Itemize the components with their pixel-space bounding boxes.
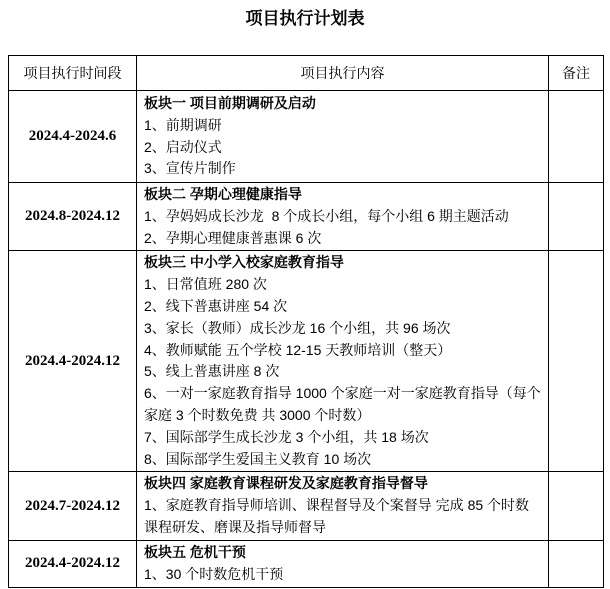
table-row xyxy=(9,91,604,183)
table-row xyxy=(9,183,604,251)
page-title: 项目执行计划表 xyxy=(245,9,365,28)
table-row xyxy=(9,540,604,587)
content-item: 2、孕期心理健康普惠课 6 次 xyxy=(144,229,322,246)
period-cell: 2024.4-2024.6 xyxy=(9,91,137,183)
content-cell xyxy=(137,540,549,587)
content-item: 7、国际部学生成长沙龙 3 个小组，共 18 场次 xyxy=(144,428,429,445)
header-period: 项目执行时间段 xyxy=(9,56,137,91)
remark-cell xyxy=(549,91,604,183)
section-title: 板块三 中小学入校家庭教育指导 xyxy=(144,254,344,271)
content-item: 1、孕妈妈成长沙龙 8 个成长小组，每个小组 6 期主题活动 xyxy=(144,207,509,224)
period-cell: 2024.4-2024.12 xyxy=(9,251,137,472)
period-cell: 2024.7-2024.12 xyxy=(9,472,137,540)
content-item: 4、教师赋能 五个学校 12-15 天教师培训（整天） xyxy=(144,341,452,358)
table-row xyxy=(9,472,604,540)
content-item: 2、启动仪式 xyxy=(144,138,222,155)
period-cell: 2024.8-2024.12 xyxy=(9,183,137,251)
content-item: 1、30 个时数危机干预 xyxy=(144,565,284,582)
period-cell: 2024.4-2024.12 xyxy=(9,540,137,587)
header-content: 项目执行内容 xyxy=(137,56,549,91)
content-cell xyxy=(137,251,549,472)
remark-cell xyxy=(549,472,604,540)
section-title: 板块五 危机干预 xyxy=(144,543,246,560)
content-cell xyxy=(137,183,549,251)
content-item: 5、线上普惠讲座 8 次 xyxy=(144,363,280,380)
header-remark: 备注 xyxy=(549,56,604,91)
remark-cell xyxy=(549,183,604,251)
content-item: 3、宣传片制作 xyxy=(144,160,236,177)
content-item: 1、家庭教育指导师培训、课程督导及个案督导 完成 85 个时数课程研发、磨课及指导师督导 xyxy=(144,497,530,535)
remark-cell xyxy=(549,540,604,587)
content-item: 1、日常值班 280 次 xyxy=(144,276,267,293)
content-item: 3、家长（教师）成长沙龙 16 个小组，共 96 场次 xyxy=(144,319,451,336)
content-cell xyxy=(137,472,549,540)
content-item: 2、线下普惠讲座 54 次 xyxy=(144,297,288,314)
table-row xyxy=(9,251,604,472)
section-title: 板块四 家庭教育课程研发及家庭教育指导督导 xyxy=(144,475,428,492)
table-header-row xyxy=(9,56,604,91)
section-title: 板块二 孕期心理健康指导 xyxy=(144,186,302,202)
section-title: 板块一 项目前期调研及启动 xyxy=(144,94,316,111)
content-item: 8、国际部学生爱国主义教育 10 场次 xyxy=(144,450,372,467)
content-item: 6、一对一家庭教育指导 1000 个家庭一对一家庭教育指导（每个家庭 3 个时数免费 共 3000 个时数） xyxy=(144,385,541,423)
project-plan-table xyxy=(8,55,604,588)
content-cell xyxy=(137,91,549,183)
content-item: 1、前期调研 xyxy=(144,116,222,133)
remark-cell xyxy=(549,251,604,472)
